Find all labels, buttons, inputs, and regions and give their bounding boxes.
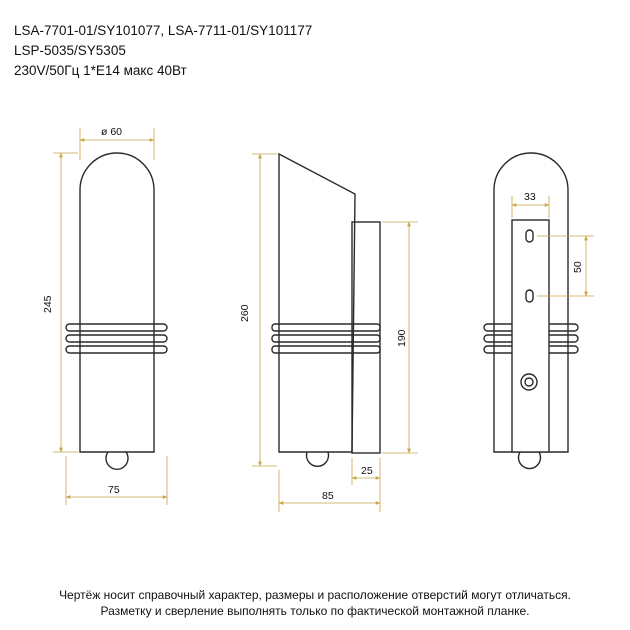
back-mounting-plate [512,220,549,452]
front-ring-2 [66,335,167,342]
front-bulb [106,452,128,469]
model-line-2: LSP-5035/SY5305 [14,43,126,58]
side-height-label: 260 [239,304,251,322]
back-hole-spacing-label: 33 [524,191,536,203]
side-bulb [307,452,329,466]
side-plate-depth-label: 25 [361,465,373,477]
footnote-line-2: Разметку и сверление выполнять только по фактической монтажной планке. [100,604,530,618]
side-depth-label: 85 [322,490,334,502]
front-height-label: 245 [42,295,54,313]
model-line-1: LSA-7701-01/SY101077, LSA-7711-01/SY101177 [14,23,313,38]
side-plate-height-label: 190 [396,329,408,347]
back-hole-vertical-label: 50 [572,261,584,273]
back-bulb [519,452,541,469]
side-view [272,154,380,466]
front-ring-1 [66,324,167,331]
front-ring-3 [66,346,167,353]
spec-line: 230V/50Гц 1*E14 макс 40Вт [14,63,187,78]
front-diameter-label: ø 60 [101,126,123,138]
footnote [0,587,630,619]
side-body [279,154,355,452]
side-dimensions [252,154,418,512]
side-ring-2 [272,335,380,342]
front-body [80,153,154,452]
side-wall-plate [352,222,380,453]
front-view [66,153,167,469]
footnote-line-1: Чертёж носит справочный характер, размеры и расположение отверстий могут отличаться. [59,588,571,602]
front-dimensions [53,128,167,505]
side-ring-1 [272,324,380,331]
side-ring-3 [272,346,380,353]
front-width-label: 75 [108,484,120,496]
